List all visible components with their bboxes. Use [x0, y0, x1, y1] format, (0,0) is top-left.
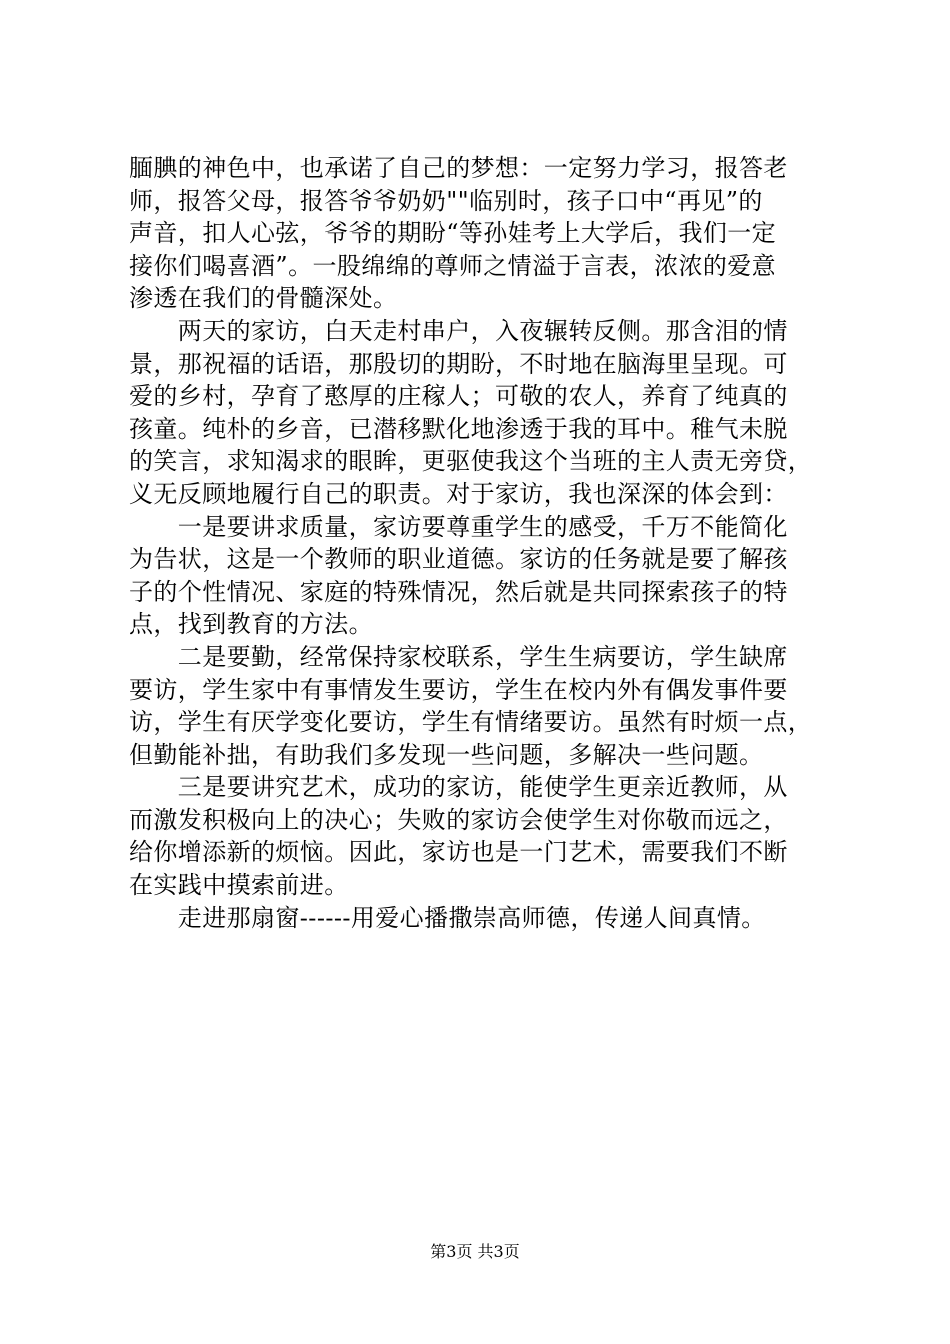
- text-line: 腼腆的神色中，也承诺了自己的梦想：一定努力学习，报答老: [129, 154, 788, 182]
- text-line: 为告状，这是一个教师的职业道德。家访的任务就是要了解孩: [129, 545, 788, 574]
- text-line: 师，报答父母，报答爷爷奶奶""临别时，孩子口中“再见”的: [129, 186, 763, 215]
- text-line: 三是要讲究艺术，成功的家访，能使学生更亲近教师，从: [129, 773, 788, 802]
- text-line: 而激发积极向上的决心；失败的家访会使学生对你敬而远之，: [129, 805, 788, 834]
- text-line: 声音，扣人心弦，爷爷的期盼“等孙娃考上大学后，我们一定: [129, 219, 777, 248]
- text-line: 走进那扇窗------用爱心播撒崇高师德，传递人间真情。: [129, 903, 766, 932]
- text-line: 点，找到教育的方法。: [129, 610, 373, 639]
- text-line: 两天的家访，白天走村串户，入夜辗转反侧。那含泪的情: [129, 316, 788, 345]
- text-line: 爱的乡村，孕育了憨厚的庄稼人；可敬的农人，养育了纯真的: [129, 382, 788, 411]
- text-line: 景，那祝福的话语，那殷切的期盼，不时地在脑海里呈现。可: [129, 349, 788, 378]
- text-line: 接你们喝喜酒”。一股绵绵的尊师之情溢于言表，浓浓的爱意: [129, 251, 777, 280]
- text-line: 孩童。纯朴的乡音，已潜移默化地渗透于我的耳中。稚气未脱: [129, 414, 788, 443]
- body-text: [129, 152, 841, 934]
- text-line: 但勤能补拙，有助我们多发现一些问题，多解决一些问题。: [129, 740, 764, 769]
- text-line: 在实践中摸索前进。: [129, 871, 349, 900]
- text-line: 访，学生有厌学变化要访，学生有情绪要访。虽然有时烦一点，: [129, 708, 813, 737]
- text-line: 子的个性情况、家庭的特殊情况，然后就是共同探索孩子的特: [129, 577, 788, 606]
- text-line: 二是要勤，经常保持家校联系，学生生病要访，学生缺席: [129, 642, 788, 671]
- text-line: 给你增添新的烦恼。因此，家访也是一门艺术，需要我们不断: [129, 838, 788, 867]
- text-line: 一是要讲求质量，家访要尊重学生的感受，千万不能简化: [129, 512, 788, 541]
- text-line: 义无反顾地履行自己的职责。对于家访，我也深深的体会到：: [129, 479, 788, 508]
- text-line: 的笑言，求知渴求的眼眸，更驱使我这个当班的主人责无旁贷，: [129, 447, 813, 476]
- page-footer: 第3页 共3页: [430, 1242, 520, 1261]
- text-line: 渗透在我们的骨髓深处。: [129, 284, 398, 313]
- text-line: 要访，学生家中有事情发生要访，学生在校内外有偶发事件要: [129, 675, 788, 704]
